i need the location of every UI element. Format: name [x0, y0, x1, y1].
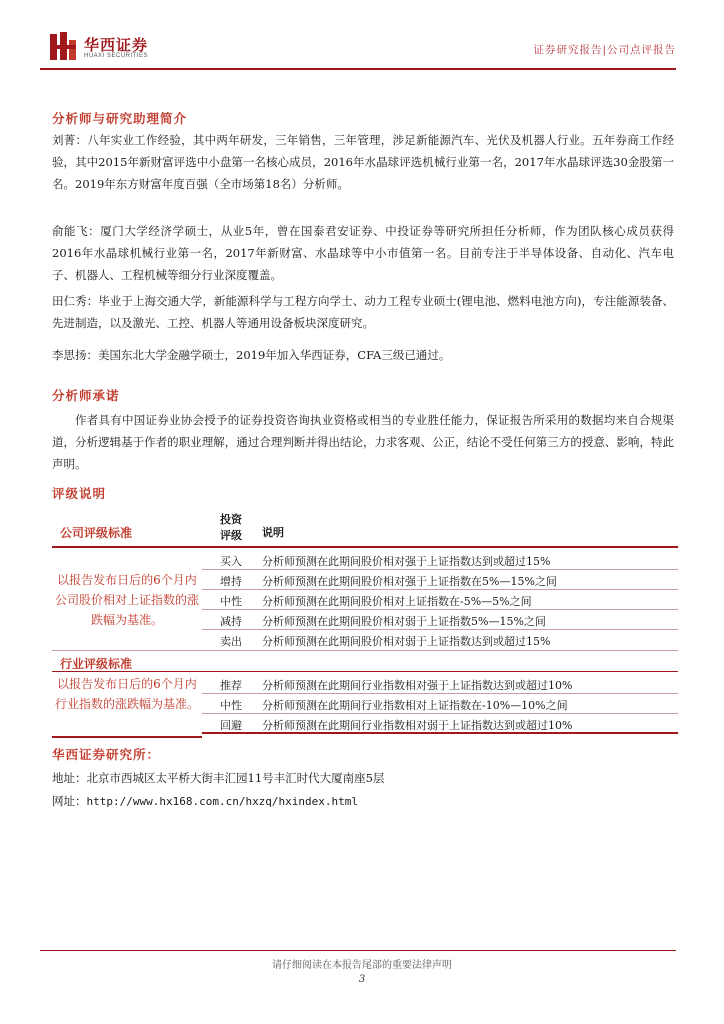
desc-header: 说明	[262, 526, 284, 539]
desc-cell: 分析师预测在此期间行业指数相对上证指数在-10%—10%之间	[262, 699, 568, 712]
analyst-yu: 俞能飞：厦门大学经济学硕士，从业5年，曾在国泰君安证券、中投证券等研究所担任分析师，作为团队核心成员获得2016年水晶球机械行业第一名，2017年新财富、水晶球等中小市值第一名。目前专注于半导体设备、自动化、汽车电子、机器人、工程机械等细分行业深度覆盖。	[52, 224, 674, 282]
desc-cell: 分析师预测在此期间股价相对强于上证指数在5%—15%之间	[262, 575, 557, 588]
table-row	[202, 630, 678, 650]
website-link[interactable]: http://www.hx168.com.cn/hxzq/hxindex.html	[86, 795, 359, 808]
logo-name: 华西证券	[84, 36, 149, 54]
footer-divider	[40, 950, 676, 951]
table-row	[202, 550, 678, 570]
analyst-liu: 刘菁：八年实业工作经验，其中两年研发，三年销售，三年管理，涉足新能源汽车、光伏及机器人行业。五年券商工作经验，其中2015年新财富评选中小盘第一名核心成员，2016年水晶球评选机械行业第一名，2017年水晶球评选30金股第一名。2019年东方财富年度百强（全市场第18名）分析师。	[52, 133, 674, 191]
page-number: 3	[358, 974, 366, 985]
grade-cell: 增持	[220, 575, 242, 588]
grade-cell: 卖出	[220, 635, 242, 648]
grade-header-line1: 投资	[220, 513, 242, 526]
desc-cell: 分析师预测在此期间股价相对强于上证指数达到或超过15%	[262, 555, 551, 568]
grade-header	[216, 512, 246, 544]
institute-address: 地址：北京市西城区太平桥大街丰汇园11号丰汇时代大厦南座5层	[52, 771, 385, 785]
analyst-li: 李思扬：美国东北大学金融学硕士，2019年加入华西证券，CFA三级已通过。	[52, 348, 451, 362]
table-row	[202, 590, 678, 610]
desc-cell: 分析师预测在此期间行业指数相对强于上证指数达到或超过10%	[262, 679, 573, 692]
rating-title: 评级说明	[52, 486, 107, 501]
report-type: 证券研究报告|公司点评报告	[533, 44, 676, 56]
promise-text: 作者具有中国证券业协会授予的证券投资咨询执业资格或相当的专业胜任能力，保证报告所采用的数据均来自合规渠道，分析逻辑基于作者的职业理解，通过合理判断并得出结论，力求客观、公正，结论不受任何第三方的授意、影响，特此声明。	[52, 413, 674, 471]
desc-cell: 分析师预测在此期间股价相对弱于上证指数达到或超过15%	[262, 635, 551, 648]
institute-title: 华西证券研究所：	[52, 747, 161, 762]
header-divider	[40, 68, 676, 70]
desc-cell: 分析师预测在此期间股价相对弱于上证指数5%—15%之间	[262, 615, 546, 628]
institute-website	[52, 793, 358, 809]
grade-cell: 回避	[220, 719, 242, 732]
company-rating-header: 公司评级标准	[60, 526, 133, 540]
grade-cell: 推荐	[220, 679, 242, 692]
table-row	[202, 610, 678, 630]
desc-cell: 分析师预测在此期间行业指数相对弱于上证指数达到或超过10%	[262, 719, 573, 732]
rating-table-header	[52, 508, 678, 548]
company-basis: 以报告发布日后的6个月内公司股价相对上证指数的涨跌幅为基准。	[54, 573, 199, 627]
footer-notice: 请仔细阅读在本报告尾部的重要法律声明	[272, 960, 452, 971]
logo-subtitle: HUAXI SECURITIES	[84, 53, 149, 59]
table-bottom-line	[52, 736, 202, 738]
industry-basis: 以报告发布日后的6个月内行业指数的涨跌幅为基准。	[54, 677, 199, 711]
analyst-tian: 田仁秀：毕业于上海交通大学，新能源科学与工程方向学士、动力工程专业硕士(锂电池、燃料电池方向)，专注能源装备、先进制造，以及激光、工控、机器人等通用设备板块深度研究。	[52, 294, 674, 330]
desc-cell: 分析师预测在此期间股价相对上证指数在-5%—5%之间	[262, 595, 532, 608]
grade-cell: 减持	[220, 615, 242, 628]
industry-rating-header-row	[52, 650, 678, 672]
page-header	[40, 28, 676, 68]
grade-cell: 买入	[220, 555, 242, 568]
promise-title: 分析师承诺	[52, 388, 120, 403]
grade-header-line2: 评级	[220, 529, 242, 542]
website-label: 网址：	[52, 794, 87, 808]
grade-cell: 中性	[220, 595, 242, 608]
analysts-title: 分析师与研究助理简介	[52, 111, 188, 126]
huaxi-logo-icon	[50, 32, 76, 60]
table-row	[202, 674, 678, 694]
table-row	[202, 694, 678, 714]
table-row	[202, 570, 678, 590]
industry-rating-header: 行业评级标准	[60, 657, 133, 671]
grade-cell: 中性	[220, 699, 242, 712]
table-row	[202, 714, 678, 734]
